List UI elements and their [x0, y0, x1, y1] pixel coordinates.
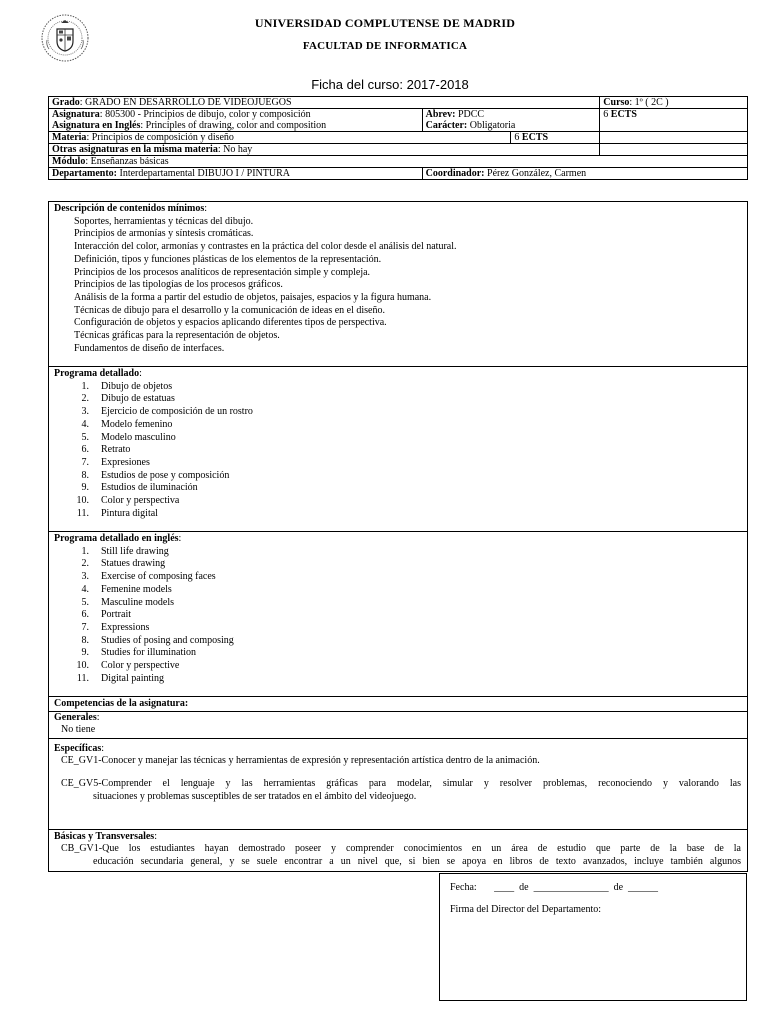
programa-item-number: 9. [81, 647, 89, 659]
programa-item-number: 2. [81, 558, 89, 570]
empty-cell-1 [600, 132, 748, 144]
ects-value-2: 6 [514, 132, 522, 143]
descripcion-item: Principios de armonías y síntesis cromáticas. [74, 228, 254, 240]
programa-item [49, 622, 747, 635]
programa-ingles-section [49, 531, 747, 696]
descripcion-item: Principios de los procesos analíticos de representación simple y compleja. [74, 266, 371, 278]
programa-ingles-title: Programa detallado en inglés: [54, 533, 182, 544]
programa-item-number: 5. [81, 596, 89, 608]
programa-item [49, 495, 747, 508]
modulo-value: : Enseñanzas básicas [85, 156, 169, 167]
curso-label: Curso [603, 97, 630, 108]
programa-item [49, 432, 747, 445]
programa-item [49, 635, 747, 648]
programa-item-text: Pintura digital [101, 507, 158, 519]
programa-item-number: 1. [81, 545, 89, 557]
programa-item-text: Dibujo de estatuas [101, 393, 175, 405]
grado-row [49, 97, 748, 109]
programa-item [49, 419, 747, 432]
programa-item-text: Ejercicio de composición de un rostro [101, 406, 253, 418]
descripcion-item: Análisis de la forma a partir del estudio de objetos, paisajes, espacios y la figura humana. [74, 291, 432, 303]
programa-item [49, 546, 747, 559]
materia-cell [49, 132, 511, 144]
competencias-title: Competencias de la asignatura: [54, 698, 189, 709]
basicas-block [49, 829, 747, 871]
programa-ingles-list [49, 546, 747, 686]
departamento-cell [49, 168, 423, 180]
departamento-row [49, 168, 748, 180]
programa-item-number: 4. [81, 583, 89, 595]
descripcion-item: Técnicas gráficas para la representación de objetos. [74, 330, 280, 342]
descripcion-item: Interacción del color, armonías y contrastes en la práctica del color desde el análisis del natural. [74, 241, 457, 253]
otras-value: : No hay [217, 144, 253, 155]
programa-item-text: Retrato [101, 444, 131, 456]
content-box [48, 201, 748, 872]
asignatura-cell [49, 109, 423, 121]
programa-item-number: 6. [81, 444, 89, 456]
descripcion-section [49, 202, 747, 366]
caracter-label: Carácter: [425, 120, 468, 131]
ingles-value: : Principles of drawing, color and composition [140, 120, 327, 131]
programa-item [49, 571, 747, 584]
descripcion-item: Principios de las tipologías de los procesos gráficos. [74, 279, 283, 291]
modulo-row [49, 156, 748, 168]
programa-item-number: 7. [81, 456, 89, 468]
materia-label: Materia [52, 132, 87, 143]
faculty-title: FACULTAD DE INFORMATICA [302, 40, 468, 52]
programa-item [49, 597, 747, 610]
asignatura-value: : 805300 - Principios de dibujo, color y composición [99, 109, 311, 120]
competencia-ce-gv5-line1: CE_GV5-Comprender el lenguaje y las herramientas gráficas para modelar, simular y resolver problemas, reconociendo y valorando las [61, 778, 741, 790]
generales-value: No tiene [61, 724, 96, 736]
especificas-block [49, 738, 747, 829]
programa-item [49, 381, 747, 394]
programa-item [49, 482, 747, 495]
empty-cell-2 [600, 144, 748, 156]
programa-item-text: Masculine models [101, 596, 175, 608]
university-title: UNIVERSIDAD COMPLUTENSE DE MADRID [254, 16, 516, 30]
descripcion-item: Técnicas de dibujo para el desarrollo y la comunicación de ideas en el diseño. [74, 304, 385, 316]
programa-item-number: 1. [81, 380, 89, 392]
programa-item-number: 2. [81, 393, 89, 405]
programa-item-text: Exercise of composing faces [101, 571, 216, 583]
curso-cell [600, 97, 748, 109]
grado-label: Grado [52, 97, 80, 108]
programa-item-number: 10. [76, 495, 89, 507]
course-info-table [48, 96, 748, 180]
programa-item [49, 393, 747, 406]
signature-box [439, 873, 747, 1001]
programa-item-number: 7. [81, 621, 89, 633]
programa-list [49, 381, 747, 521]
otras-cell [49, 144, 600, 156]
ects-label-2: ECTS [521, 132, 549, 143]
otras-label: Otras asignaturas en la misma materia [52, 144, 218, 155]
competencia-cb-gv1-line2: educación secundaria general, y se suele encontrar a un nivel que, si bien se apoya en libros de texto avanzados, incluye también algunos [93, 856, 741, 868]
asignatura-label: Asignatura [52, 109, 100, 120]
grado-value: : GRADO EN DESARROLLO DE VIDEOJUEGOS [79, 97, 292, 108]
descripcion-list [49, 216, 747, 356]
programa-item-text: Estudios de iluminación [101, 482, 198, 494]
ingles-cell [49, 120, 423, 132]
generales-title: Generales: [54, 711, 100, 723]
ingles-label: Asignatura en Inglés [52, 120, 141, 131]
otras-row [49, 144, 748, 156]
coordinador-label: Coordinador: [425, 168, 485, 179]
programa-item-number: 8. [81, 634, 89, 646]
programa-item-text: Color y perspective [101, 660, 180, 672]
programa-item [49, 470, 747, 483]
descripcion-item: Configuración de objetos y espacios aplicando diferentes tipos de perspectiva. [74, 317, 387, 329]
programa-item-number: 10. [76, 660, 89, 672]
materia-value: : Principios de composición y diseño [86, 132, 234, 143]
programa-item-number: 3. [81, 571, 89, 583]
programa-item-number: 8. [81, 469, 89, 481]
competencia-ce-gv1: CE_GV1-Conocer y manejar las técnicas y herramientas de expresión y representación artística dentro de la animación. [61, 755, 540, 767]
abrev-value: PDCC [455, 109, 485, 120]
descripcion-title: Descripción de contenidos mínimos: [54, 203, 208, 214]
programa-item [49, 406, 747, 419]
basicas-title: Básicas y Transversales: [54, 830, 157, 842]
modulo-cell [49, 156, 748, 168]
caracter-value: Obligatoria [467, 120, 516, 131]
programa-item-number: 6. [81, 609, 89, 621]
programa-item [49, 647, 747, 660]
programa-item-text: Expressions [101, 621, 150, 633]
asignatura-row [49, 109, 748, 121]
descripcion-item: Fundamentos de diseño de interfaces. [74, 342, 225, 354]
programa-item-text: Estudios de pose y composición [101, 469, 230, 481]
ects-label-1: ECTS [610, 109, 637, 120]
departamento-label: Departamento: [52, 168, 117, 179]
programa-item-text: Modelo femenino [101, 418, 173, 430]
programa-item-text: Statues drawing [101, 558, 166, 570]
programa-item-number: 3. [81, 406, 89, 418]
programa-item [49, 457, 747, 470]
coordinador-cell [422, 168, 747, 180]
programa-item-text: Expresiones [101, 456, 150, 468]
ects-cell-1 [600, 109, 748, 132]
programa-item [49, 673, 747, 686]
programa-item-text: Dibujo de objetos [101, 380, 173, 392]
programa-item [49, 444, 747, 457]
competencias-section [49, 696, 747, 871]
programa-item-text: Portrait [101, 609, 131, 621]
programa-item-text: Modelo masculino [101, 431, 176, 443]
ects-value-1: 6 [603, 109, 611, 120]
generales-block [49, 711, 747, 738]
ects-cell-2 [511, 132, 600, 144]
programa-item [49, 660, 747, 673]
course-sheet-title: Ficha del curso: 2017-2018 [311, 77, 469, 92]
programa-item-number: 11. [76, 672, 89, 684]
programa-item-text: Still life drawing [101, 545, 169, 557]
programa-item [49, 558, 747, 571]
programa-item-text: Studies of posing and composing [101, 634, 234, 646]
materia-row [49, 132, 748, 144]
grado-cell [49, 97, 600, 109]
caracter-cell [422, 120, 600, 132]
programa-item-number: 9. [81, 482, 89, 494]
competencia-cb-gv1-line1: CB_GV1-Que los estudiantes hayan demostrado poseer y comprender conocimientos en un área de estudio que parte de la base de la [61, 843, 741, 855]
especificas-title: Específicas: [54, 742, 104, 754]
programa-item-text: Femenine models [101, 583, 172, 595]
departamento-value: Interdepartamental DIBUJO I / PINTURA [116, 168, 290, 179]
curso-value: : 1º ( 2C ) [629, 97, 669, 108]
fecha-line: Fecha: ____ de _______________ de ______ [450, 882, 659, 893]
abrev-cell [422, 109, 600, 121]
competencia-ce-gv5-line2: situaciones y problemas susceptibles de ser tratados en el ámbito del videojuego. [93, 790, 417, 802]
programa-item-text: Color y perspectiva [101, 495, 180, 507]
programa-item-number: 5. [81, 431, 89, 443]
modulo-label: Módulo [52, 156, 86, 167]
firma-director-label: Firma del Director del Departamento: [450, 904, 602, 915]
programa-title: Programa detallado: [54, 368, 142, 379]
programa-item-number: 4. [81, 418, 89, 430]
programa-section [49, 366, 747, 531]
descripcion-item: Definición, tipos y funciones plásticas de los elementos de la representación. [74, 253, 382, 265]
descripcion-item: Soportes, herramientas y técnicas del dibujo. [74, 215, 254, 227]
programa-item [49, 584, 747, 597]
abrev-label: Abrev: [425, 109, 456, 120]
coordinador-value: Pérez González, Carmen [484, 168, 587, 179]
programa-item [49, 508, 747, 521]
programa-item-number: 11. [76, 507, 89, 519]
programa-item [49, 609, 747, 622]
programa-item-text: Studies for illumination [101, 647, 196, 659]
programa-item-text: Digital painting [101, 672, 165, 684]
